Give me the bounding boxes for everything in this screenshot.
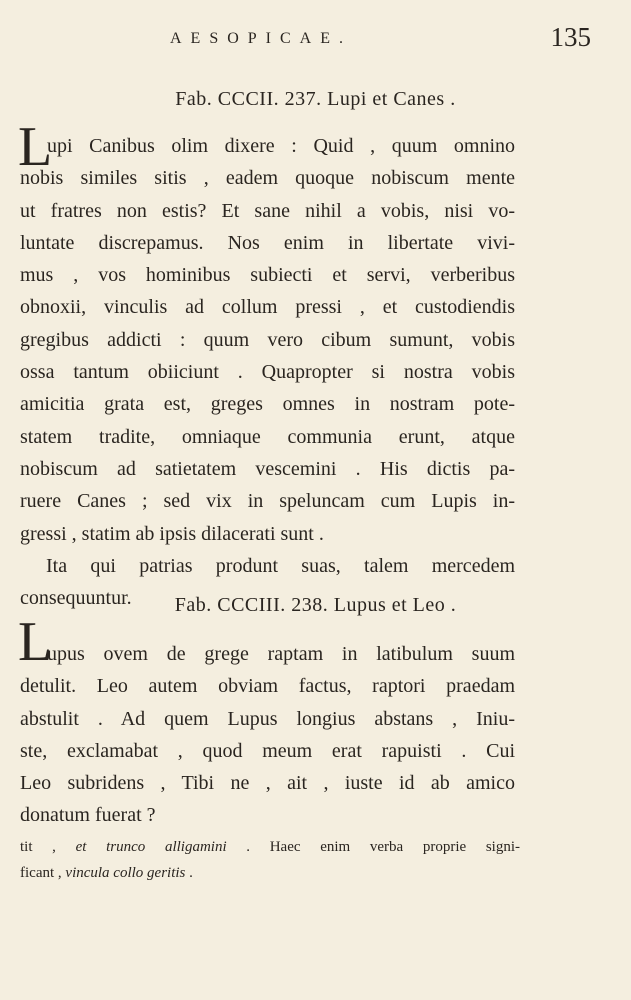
text-line: gressi , statim ab ipsis dilacerati sunt . xyxy=(20,522,324,545)
text-line: detulit. Leo autem obviam factus, raptori praedam xyxy=(20,675,515,698)
text-line: statem tradite, omniaque communia erunt, atque xyxy=(20,425,515,448)
fable-237-text xyxy=(20,130,515,614)
text-line: amicitia grata est, greges omnes in nostram pote- xyxy=(20,393,515,416)
page-number: 135 xyxy=(550,22,591,52)
moral-line: Ita qui patrias produnt suas, talem mercedem xyxy=(46,554,515,577)
text-line: nobiscum ad satietatem vescemini . His dictis pa- xyxy=(20,457,515,480)
footnote-text: ficant , xyxy=(20,865,66,881)
fable-238-drop-cap: L xyxy=(18,611,53,673)
text-line: luntate discrepamus. Nos enim in libertate vivi- xyxy=(20,231,515,254)
footnote-line xyxy=(20,834,520,860)
text-line: ste, exclamabat , quod meum erat rapuisti . Cui xyxy=(20,739,515,762)
running-head xyxy=(170,22,591,58)
footnote-text: tit , xyxy=(20,839,76,855)
footnote-text: . Haec enim verba proprie signi- xyxy=(226,839,520,855)
moral-line: consequuntur. xyxy=(20,587,132,610)
text-line: upi Canibus olim dixere : Quid , quum omnino xyxy=(47,135,515,157)
footnote xyxy=(20,834,520,886)
text-line: obnoxii, vinculis ad collum pressi , et custodiendis xyxy=(20,296,515,319)
text-line: ut fratres non estis? Et sane nihil a vobis, nisi vo- xyxy=(20,199,515,222)
footnote-text: . xyxy=(185,865,193,881)
fable-237-title: Fab. CCCII. 237. Lupi et Canes . xyxy=(175,88,456,110)
footnote-italic: et trunco alligamini xyxy=(75,839,227,855)
text-line: ruere Canes ; sed vix in speluncam cum Lupis in- xyxy=(20,490,515,513)
text-line: mus , vos hominibus subiecti et servi, verberibus xyxy=(20,264,515,287)
text-line: donatum fuerat ? xyxy=(20,804,156,827)
text-line: ossa tantum obiiciunt . Quapropter si nostra vobis xyxy=(20,361,515,384)
fable-238-text xyxy=(20,638,515,832)
running-title: AESOPICAE. xyxy=(170,30,353,47)
fable-238-title: Fab. CCCIII. 238. Lupus et Leo . xyxy=(174,594,457,616)
footnote-line xyxy=(20,860,520,886)
text-line: abstulit . Ad quem Lupus longius abstans , Iniu- xyxy=(20,707,515,730)
footnote-italic: vincula collo geritis xyxy=(65,865,186,881)
text-line: gregibus addicti : quum vero cibum sumunt, vobis xyxy=(20,328,515,351)
text-line: nobis similes sitis , eadem quoque nobiscum mente xyxy=(20,167,515,190)
text-line: Leo subridens , Tibi ne , ait , iuste id ab amico xyxy=(20,772,515,795)
text-line: upus ovem de grege raptam in latibulum suum xyxy=(47,643,515,665)
fable-237-drop-cap: L xyxy=(18,116,53,178)
